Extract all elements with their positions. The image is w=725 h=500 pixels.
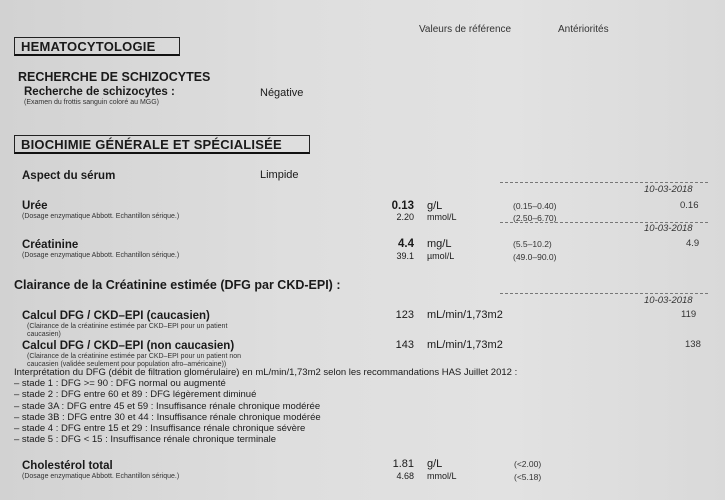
cholesterol-reference-mmol: (<5.18) (514, 472, 542, 482)
clairance-heading: Clairance de la Créatinine estimée (DFG par CKD-EPI) : (14, 278, 341, 292)
cholesterol-unit-mmol: mmol/L (427, 471, 457, 481)
creatinine-label: Créatinine (22, 239, 79, 251)
serum-aspect-value: Limpide (260, 169, 299, 181)
creatinine-value-umol: 39.1 (396, 251, 414, 261)
schizocytes-value: Négative (260, 87, 304, 99)
section-hematocytologie (14, 37, 180, 56)
dfg-caucasien-note-1: (Clairance de la créatinine estimée par CKD–EPI pour un patient (27, 323, 228, 330)
uree-value: 0.13 (391, 200, 414, 212)
serum-aspect-label: Aspect du sérum (22, 170, 116, 182)
previous-date: 10-03-2018 (644, 295, 693, 306)
dfg-non-caucasien-unit: mL/min/1,73m2 (427, 339, 503, 351)
uree-unit-mmol: mmol/L (427, 212, 457, 222)
uree-reference-mmol: (2.50–6.70) (513, 213, 557, 223)
section-biochimie (14, 135, 310, 154)
divider (500, 293, 708, 294)
dfg-interpretation (14, 367, 517, 445)
uree-previous: 0.16 (680, 200, 699, 211)
creatinine-unit-umol: µmol/L (427, 251, 455, 261)
section-title: BIOCHIMIE GÉNÉRALE ET SPÉCIALISÉE (21, 137, 282, 152)
schizocytes-method: (Examen du frottis sanguin coloré au MGG) (24, 99, 160, 106)
interpretation-stage-2: – stade 2 : DFG entre 60 et 89 : DFG légèrement diminué (14, 389, 257, 401)
creatinine-previous: 4.9 (686, 238, 700, 249)
interpretation-stage-3a: – stade 3A : DFG entre 45 et 59 : Insuffisance rénale chronique modérée (14, 400, 321, 412)
creatinine-reference: (5.5–10.2) (513, 239, 552, 249)
interpretation-stage-4: – stade 4 : DFG entre 15 et 29 : Insuffisance rénale chronique sévère (14, 423, 306, 435)
previous-date: 10-03-2018 (644, 184, 693, 195)
cholesterol-value: 1.81 (392, 458, 414, 470)
cholesterol-value-mmol: 4.68 (396, 471, 414, 481)
dfg-non-caucasien-label: Calcul DFG / CKD–EPI (non caucasien) (22, 340, 235, 352)
dfg-non-caucasien-note-2: caucasien (validée seulement pour population afro–américaine)) (27, 361, 227, 368)
cholesterol-method: (Dosage enzymatique Abbott. Echantillon sérique.) (22, 473, 180, 480)
previous-results-header: Antériorités (558, 24, 609, 35)
creatinine-reference-umol: (49.0–90.0) (513, 252, 557, 262)
interpretation-intro: Interprétation du DFG (débit de filtration glomérulaire) en mL/min/1,73m2 selon les recommandations HAS Juillet 2012 : (14, 367, 518, 378)
interpretation-stage-1: – stade 1 : DFG >= 90 : DFG normal ou augmenté (14, 378, 226, 390)
dfg-caucasien-note-2: caucasien) (27, 331, 61, 338)
schizocytes-heading: RECHERCHE DE SCHIZOCYTES (18, 70, 211, 84)
uree-label: Urée (22, 200, 48, 212)
creatinine-unit: mg/L (427, 238, 452, 250)
divider (500, 182, 708, 183)
cholesterol-reference: (<2.00) (514, 459, 542, 469)
uree-value-mmol: 2.20 (396, 212, 414, 222)
creatinine-method: (Dosage enzymatique Abbott. Echantillon sérique.) (22, 252, 180, 259)
cholesterol-label: Cholestérol total (22, 460, 113, 472)
schizocytes-label: Recherche de schizocytes : (24, 86, 175, 98)
interpretation-stage-5: – stade 5 : DFG < 15 : Insuffisance rénale chronique terminale (14, 434, 277, 446)
dfg-non-caucasien-previous: 138 (685, 339, 701, 350)
dfg-non-caucasien-value: 143 (395, 339, 414, 351)
interpretation-stage-3b: – stade 3B : DFG entre 30 et 44 : Insuffisance rénale chronique modérée (14, 411, 321, 423)
cholesterol-unit: g/L (427, 458, 443, 470)
reference-values-header: Valeurs de référence (419, 24, 512, 35)
dfg-caucasien-value: 123 (395, 309, 414, 321)
uree-method: (Dosage enzymatique Abbott. Echantillon sérique.) (22, 213, 180, 220)
dfg-caucasien-label: Calcul DFG / CKD–EPI (caucasien) (22, 310, 210, 322)
previous-date: 10-03-2018 (644, 223, 693, 234)
section-title: HEMATOCYTOLOGIE (21, 39, 156, 54)
uree-unit: g/L (427, 200, 443, 212)
uree-reference: (0.15–0.40) (513, 201, 557, 211)
creatinine-value: 4.4 (398, 238, 414, 250)
dfg-caucasien-previous: 119 (681, 309, 697, 320)
dfg-non-caucasien-note-1: (Clairance de la créatinine estimée par CKD–EPI pour un patient non (27, 353, 242, 360)
dfg-caucasien-unit: mL/min/1,73m2 (427, 309, 503, 321)
